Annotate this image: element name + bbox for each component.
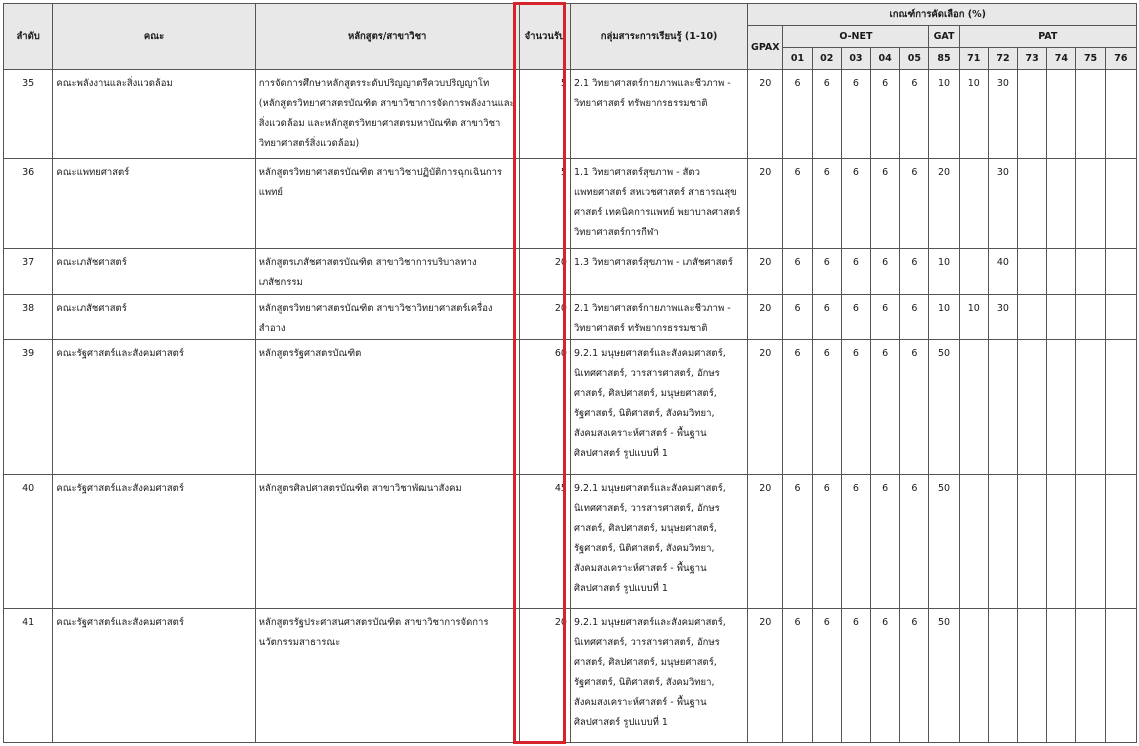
cell-subject-group: 1.3 วิทยาศาสตร์สุขภาพ - เภสัชศาสตร์ <box>570 248 747 294</box>
cell-pat-74 <box>1047 248 1076 294</box>
cell-onet-05: 6 <box>900 70 929 159</box>
cell-seq: 41 <box>4 608 53 742</box>
cell-pat-76 <box>1105 159 1136 248</box>
cell-faculty: คณะเภสัชศาสตร์ <box>53 294 255 340</box>
header-program: หลักสูตร/สาขาวิชา <box>255 4 519 70</box>
cell-onet-02: 6 <box>812 294 841 340</box>
cell-subject-group: 2.1 วิทยาศาสตร์กายภาพและชีวภาพ - วิทยาศาสตร์ ทรัพยากรธรรมชาติ <box>570 70 747 159</box>
cell-pat-75 <box>1076 608 1105 742</box>
cell-onet-04: 6 <box>871 474 900 608</box>
cell-faculty: คณะเภสัชศาสตร์ <box>53 248 255 294</box>
cell-seq: 36 <box>4 159 53 248</box>
cell-gat: 10 <box>929 70 959 159</box>
onet-code: 05 <box>900 48 929 70</box>
cell-seats: 20 <box>519 248 570 294</box>
cell-faculty: คณะพลังงานและสิ่งแวดล้อม <box>53 70 255 159</box>
cell-faculty: คณะรัฐศาสตร์และสังคมศาสตร์ <box>53 608 255 742</box>
pat-code: 76 <box>1105 48 1136 70</box>
cell-onet-02: 6 <box>812 340 841 474</box>
cell-subject-group: 9.2.1 มนุษยศาสตร์และสังคมศาสตร์, นิเทศศาสตร์, วารสารศาสตร์, อักษรศาสตร์, ศิลปศาสตร์, มนุษยศาสตร์, รัฐศาสตร์, นิติศาสตร์, สังคมวิทยา, สังคมสงเคราะห์ศาสตร์ - พื้นฐานศิลปศาสตร์ รูปแบบที่ 1 <box>570 474 747 608</box>
header-onet: O-NET <box>783 26 929 48</box>
cell-onet-05: 6 <box>900 159 929 248</box>
cell-pat-76 <box>1105 340 1136 474</box>
cell-pat-71 <box>959 474 988 608</box>
cell-pat-73 <box>1018 248 1047 294</box>
cell-onet-05: 6 <box>900 294 929 340</box>
onet-code: 03 <box>841 48 870 70</box>
cell-pat-71 <box>959 340 988 474</box>
cell-onet-03: 6 <box>841 248 870 294</box>
header-gpax: GPAX <box>748 26 783 70</box>
cell-onet-04: 6 <box>871 70 900 159</box>
cell-pat-72: 30 <box>988 70 1017 159</box>
table-row <box>4 474 1137 608</box>
onet-code: 01 <box>783 48 812 70</box>
cell-gpax: 20 <box>748 608 783 742</box>
cell-onet-01: 6 <box>783 474 812 608</box>
cell-gat: 50 <box>929 340 959 474</box>
table-row <box>4 248 1137 294</box>
cell-pat-75 <box>1076 294 1105 340</box>
cell-onet-03: 6 <box>841 70 870 159</box>
cell-pat-74 <box>1047 474 1076 608</box>
header-seq: ลำดับ <box>4 4 53 70</box>
pat-code: 73 <box>1018 48 1047 70</box>
cell-pat-73 <box>1018 294 1047 340</box>
cell-pat-72 <box>988 608 1017 742</box>
cell-program: หลักสูตรเภสัชศาสตรบัณฑิต สาขาวิชาการบริบาลทางเภสัชกรรม <box>255 248 519 294</box>
cell-pat-71 <box>959 608 988 742</box>
cell-onet-02: 6 <box>812 159 841 248</box>
cell-subject-group: 1.1 วิทยาศาสตร์สุขภาพ - สัตวแพทยศาสตร์ สหเวชศาสตร์ สาธารณสุขศาสตร์ เทคนิคการแพทย์ พยาบาลศาสตร์ วิทยาศาสตร์การกีฬา <box>570 159 747 248</box>
cell-gat: 10 <box>929 294 959 340</box>
cell-subject-group: 2.1 วิทยาศาสตร์กายภาพและชีวภาพ - วิทยาศาสตร์ ทรัพยากรธรรมชาติ <box>570 294 747 340</box>
cell-faculty: คณะรัฐศาสตร์และสังคมศาสตร์ <box>53 340 255 474</box>
cell-subject-group: 9.2.1 มนุษยศาสตร์และสังคมศาสตร์, นิเทศศาสตร์, วารสารศาสตร์, อักษรศาสตร์, ศิลปศาสตร์, มนุษยศาสตร์, รัฐศาสตร์, นิติศาสตร์, สังคมวิทยา, สังคมสงเคราะห์ศาสตร์ - พื้นฐานศิลปศาสตร์ รูปแบบที่ 1 <box>570 608 747 742</box>
cell-seats: 5 <box>519 70 570 159</box>
cell-seats: 60 <box>519 340 570 474</box>
cell-pat-71: 10 <box>959 70 988 159</box>
cell-gat: 20 <box>929 159 959 248</box>
cell-pat-76 <box>1105 248 1136 294</box>
cell-pat-74 <box>1047 159 1076 248</box>
cell-onet-04: 6 <box>871 294 900 340</box>
cell-pat-72: 40 <box>988 248 1017 294</box>
cell-pat-76 <box>1105 608 1136 742</box>
cell-pat-74 <box>1047 340 1076 474</box>
cell-onet-05: 6 <box>900 248 929 294</box>
cell-onet-01: 6 <box>783 340 812 474</box>
cell-gpax: 20 <box>748 474 783 608</box>
cell-gpax: 20 <box>748 340 783 474</box>
header-pat: PAT <box>959 26 1136 48</box>
cell-pat-73 <box>1018 608 1047 742</box>
header-criteria: เกณฑ์การคัดเลือก (%) <box>748 4 1137 26</box>
cell-onet-05: 6 <box>900 340 929 474</box>
cell-seq: 39 <box>4 340 53 474</box>
cell-onet-04: 6 <box>871 159 900 248</box>
cell-onet-01: 6 <box>783 608 812 742</box>
cell-onet-04: 6 <box>871 608 900 742</box>
cell-pat-71 <box>959 159 988 248</box>
cell-pat-72: 30 <box>988 159 1017 248</box>
cell-pat-75 <box>1076 159 1105 248</box>
cell-pat-76 <box>1105 474 1136 608</box>
cell-seq: 40 <box>4 474 53 608</box>
cell-pat-73 <box>1018 340 1047 474</box>
cell-seats: 45 <box>519 474 570 608</box>
onet-code: 04 <box>871 48 900 70</box>
header-subject-group: กลุ่มสาระการเรียนรู้ (1-10) <box>570 4 747 70</box>
cell-seq: 38 <box>4 294 53 340</box>
onet-code: 02 <box>812 48 841 70</box>
table-row <box>4 608 1137 742</box>
cell-pat-73 <box>1018 159 1047 248</box>
cell-seats: 5 <box>519 159 570 248</box>
cell-onet-05: 6 <box>900 608 929 742</box>
cell-onet-02: 6 <box>812 474 841 608</box>
cell-onet-03: 6 <box>841 294 870 340</box>
cell-program: การจัดการศึกษาหลักสูตรระดับปริญญาตรีควบปริญญาโท (หลักสูตรวิทยาศาสตรบัณฑิต สาขาวิชาการจัดการพลังงานและสิ่งแวดล้อม และหลักสูตรวิทยาศาสตรมหาบัณฑิต สาขาวิชาวิทยาศาสตร์สิ่งแวดล้อม) <box>255 70 519 159</box>
table-row <box>4 159 1137 248</box>
admission-criteria-table <box>3 3 1137 743</box>
cell-onet-03: 6 <box>841 608 870 742</box>
cell-faculty: คณะรัฐศาสตร์และสังคมศาสตร์ <box>53 474 255 608</box>
gat-code: 85 <box>929 48 959 70</box>
cell-pat-76 <box>1105 294 1136 340</box>
cell-onet-03: 6 <box>841 340 870 474</box>
cell-seq: 37 <box>4 248 53 294</box>
pat-code: 75 <box>1076 48 1105 70</box>
cell-onet-01: 6 <box>783 70 812 159</box>
cell-faculty: คณะแพทยศาสตร์ <box>53 159 255 248</box>
cell-gat: 50 <box>929 474 959 608</box>
cell-pat-73 <box>1018 70 1047 159</box>
cell-subject-group: 9.2.1 มนุษยศาสตร์และสังคมศาสตร์, นิเทศศาสตร์, วารสารศาสตร์, อักษรศาสตร์, ศิลปศาสตร์, มนุษยศาสตร์, รัฐศาสตร์, นิติศาสตร์, สังคมวิทยา, สังคมสงเคราะห์ศาสตร์ - พื้นฐานศิลปศาสตร์ รูปแบบที่ 1 <box>570 340 747 474</box>
cell-seq: 35 <box>4 70 53 159</box>
cell-pat-75 <box>1076 70 1105 159</box>
cell-onet-02: 6 <box>812 70 841 159</box>
cell-seats: 20 <box>519 294 570 340</box>
cell-pat-71 <box>959 248 988 294</box>
cell-pat-72 <box>988 474 1017 608</box>
cell-program: หลักสูตรรัฐศาสตรบัณฑิต <box>255 340 519 474</box>
cell-pat-72 <box>988 340 1017 474</box>
cell-pat-71: 10 <box>959 294 988 340</box>
cell-onet-03: 6 <box>841 474 870 608</box>
cell-pat-75 <box>1076 474 1105 608</box>
cell-program: หลักสูตรรัฐประศาสนศาสตรบัณฑิต สาขาวิชาการจัดการนวัตกรรมสาธารณะ <box>255 608 519 742</box>
cell-pat-75 <box>1076 248 1105 294</box>
cell-pat-74 <box>1047 294 1076 340</box>
table-row <box>4 340 1137 474</box>
cell-onet-05: 6 <box>900 474 929 608</box>
table-row <box>4 70 1137 159</box>
cell-pat-74 <box>1047 608 1076 742</box>
cell-gpax: 20 <box>748 159 783 248</box>
cell-pat-75 <box>1076 340 1105 474</box>
cell-onet-04: 6 <box>871 248 900 294</box>
cell-program: หลักสูตรวิทยาศาสตรบัณฑิต สาขาวิชาปฏิบัติการฉุกเฉินการแพทย์ <box>255 159 519 248</box>
header-faculty: คณะ <box>53 4 255 70</box>
cell-pat-72: 30 <box>988 294 1017 340</box>
cell-pat-73 <box>1018 474 1047 608</box>
cell-onet-02: 6 <box>812 248 841 294</box>
cell-gpax: 20 <box>748 248 783 294</box>
cell-program: หลักสูตรวิทยาศาสตรบัณฑิต สาขาวิชาวิทยาศาสตร์เครื่องสำอาง <box>255 294 519 340</box>
cell-onet-01: 6 <box>783 294 812 340</box>
cell-seats: 20 <box>519 608 570 742</box>
header-gat: GAT <box>929 26 959 48</box>
cell-pat-74 <box>1047 70 1076 159</box>
cell-onet-01: 6 <box>783 248 812 294</box>
table-row <box>4 294 1137 340</box>
pat-code: 71 <box>959 48 988 70</box>
cell-onet-01: 6 <box>783 159 812 248</box>
cell-pat-76 <box>1105 70 1136 159</box>
cell-program: หลักสูตรศิลปศาสตรบัณฑิต สาขาวิชาพัฒนาสังคม <box>255 474 519 608</box>
cell-onet-02: 6 <box>812 608 841 742</box>
cell-onet-04: 6 <box>871 340 900 474</box>
cell-gpax: 20 <box>748 294 783 340</box>
header-seats: จำนวนรับ <box>519 4 570 70</box>
pat-code: 74 <box>1047 48 1076 70</box>
pat-code: 72 <box>988 48 1017 70</box>
cell-gpax: 20 <box>748 70 783 159</box>
cell-onet-03: 6 <box>841 159 870 248</box>
cell-gat: 10 <box>929 248 959 294</box>
cell-gat: 50 <box>929 608 959 742</box>
